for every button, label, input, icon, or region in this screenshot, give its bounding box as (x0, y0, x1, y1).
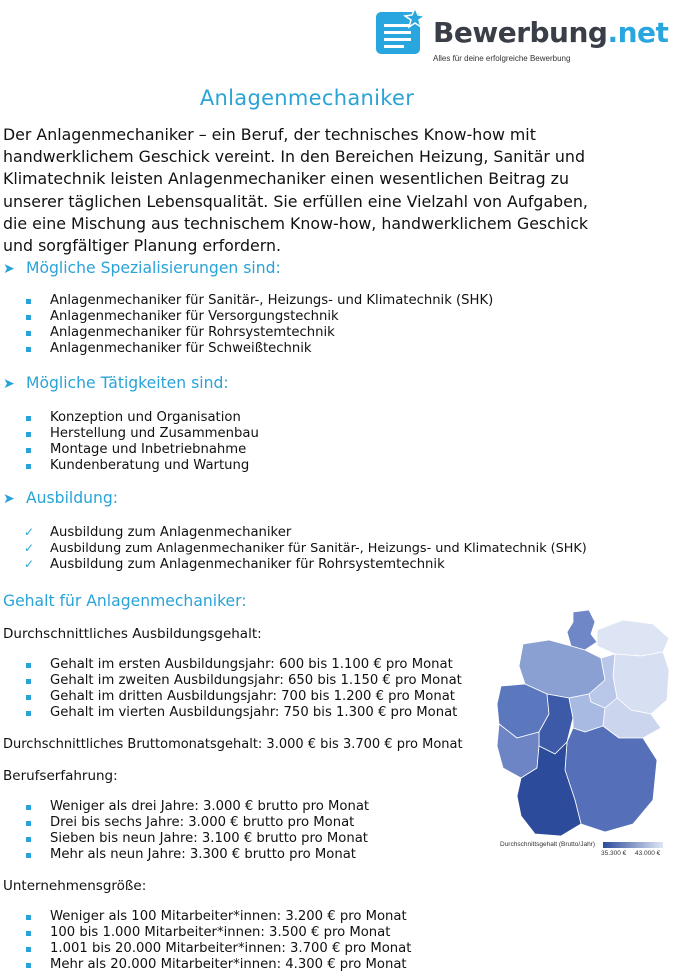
brand-tagline: Alles für deine erfolgreiche Bewerbung (433, 54, 571, 63)
map-caption: Durchschnittsgehalt (Brutto/Jahr) (500, 841, 596, 848)
ausbildung-list (23, 525, 587, 573)
list-item: Sieben bis neun Jahre: 3.100 € brutto pro Monat (23, 831, 369, 847)
list-item: Mehr als neun Jahre: 3.300 € brutto pro Monat (23, 847, 369, 863)
section-heading-gehalt: Gehalt für Anlagenmechaniker: (3, 592, 247, 610)
map-legend-bar (603, 842, 663, 848)
list-item: Anlagenmechaniker für Schweißtechnik (23, 341, 493, 357)
arrow-bullet-icon: ➤ (3, 491, 15, 507)
list-item: Weniger als drei Jahre: 3.000 € brutto pro Monat (23, 799, 369, 815)
brand-logo[interactable] (375, 4, 681, 66)
list-item: Weniger als 100 Mitarbeiter*innen: 3.200 € pro Monat (23, 909, 411, 925)
list-item: 1.001 bis 20.000 Mitarbeiter*innen: 3.700 € pro Monat (23, 941, 411, 957)
germany-salary-map (493, 610, 673, 860)
arrow-bullet-icon: ➤ (3, 261, 15, 277)
brand-wordmark (433, 16, 668, 50)
list-item: Mehr als 20.000 Mitarbeiter*innen: 4.300 € pro Monat (23, 957, 411, 973)
list-item: Gehalt im ersten Ausbildungsjahr: 600 bis 1.100 € pro Monat (23, 657, 462, 673)
taetigkeiten-list (23, 410, 259, 474)
ausbildungsgehalt-list (23, 657, 462, 721)
berufserfahrung-label: Berufserfahrung: (3, 768, 118, 784)
brand-name: Bewerbung (433, 16, 608, 49)
document-star-icon (375, 6, 429, 58)
arrow-bullet-icon: ➤ (3, 376, 15, 392)
list-item: Anlagenmechaniker für Rohrsystemtechnik (23, 325, 493, 341)
list-item: ✓ Ausbildung zum Anlagenmechaniker (23, 525, 587, 541)
list-item: Herstellung und Zusammenbau (23, 426, 259, 442)
ausbildungsgehalt-label: Durchschnittliches Ausbildungsgehalt: (3, 626, 262, 642)
heading-text: Ausbildung: (26, 489, 119, 507)
list-item: Anlagenmechaniker für Versorgungstechnik (23, 309, 493, 325)
page-title: Anlagenmechaniker (199, 86, 415, 110)
list-item: Montage und Inbetriebnahme (23, 442, 259, 458)
heading-text: Mögliche Tätigkeiten sind: (26, 374, 229, 392)
unternehmensgroesse-label: Unternehmensgröße: (3, 878, 147, 894)
list-item: Konzeption und Organisation (23, 410, 259, 426)
unternehmensgroesse-list (23, 909, 411, 973)
list-item: Drei bis sechs Jahre: 3.000 € brutto pro Monat (23, 815, 369, 831)
region-north (567, 610, 597, 650)
brand-tld: .net (607, 16, 669, 49)
region-northeast (597, 620, 669, 656)
spezialisierungen-list (23, 293, 493, 357)
list-item: Gehalt im vierten Ausbildungsjahr: 750 bis 1.300 € pro Monat (23, 705, 462, 721)
intro-paragraph: Der Anlagenmechaniker – ein Beruf, der technisches Know-how mit handwerklichem Geschick vereint. In den Bereichen Heizung, Sanitär und Klimatechnik leisten Anlagenmechaniker einen wesentlichen Beitrag zu unserer täglichen Lebensqualität. Sie erfüllen eine Vielzahl von Aufgaben, die eine Mischung aus technischem Know-how, handwerklichem Geschick und sorgfältiger Planung erfordern. (3, 125, 589, 256)
list-item: ✓ Ausbildung zum Anlagenmechaniker für Sanitär-, Heizungs- und Klimatechnik (SHK) (23, 541, 587, 557)
list-item: 100 bis 1.000 Mitarbeiter*innen: 3.500 € pro Monat (23, 925, 411, 941)
section-heading-taetigkeiten (3, 373, 229, 394)
list-item: Kundenberatung und Wartung (23, 458, 259, 474)
map-legend-max: 43.000 € (635, 850, 661, 857)
list-item: Gehalt im dritten Ausbildungsjahr: 700 bis 1.200 € pro Monat (23, 689, 462, 705)
list-item: Gehalt im zweiten Ausbildungsjahr: 650 bis 1.150 € pro Monat (23, 673, 462, 689)
heading-text: Mögliche Spezialisierungen sind: (26, 259, 281, 277)
berufserfahrung-list (23, 799, 369, 863)
section-heading-ausbildung (3, 488, 118, 509)
map-legend-min: 35.300 € (601, 850, 627, 857)
list-item: ✓ Ausbildung zum Anlagenmechaniker für Rohrsystemtechnik (23, 557, 587, 573)
section-heading-spezialisierungen (3, 258, 281, 279)
list-item: Anlagenmechaniker für Sanitär-, Heizungs- und Klimatechnik (SHK) (23, 293, 493, 309)
bruttogehalt-line: Durchschnittliches Bruttomonatsgehalt: 3.000 € bis 3.700 € pro Monat (3, 737, 463, 752)
